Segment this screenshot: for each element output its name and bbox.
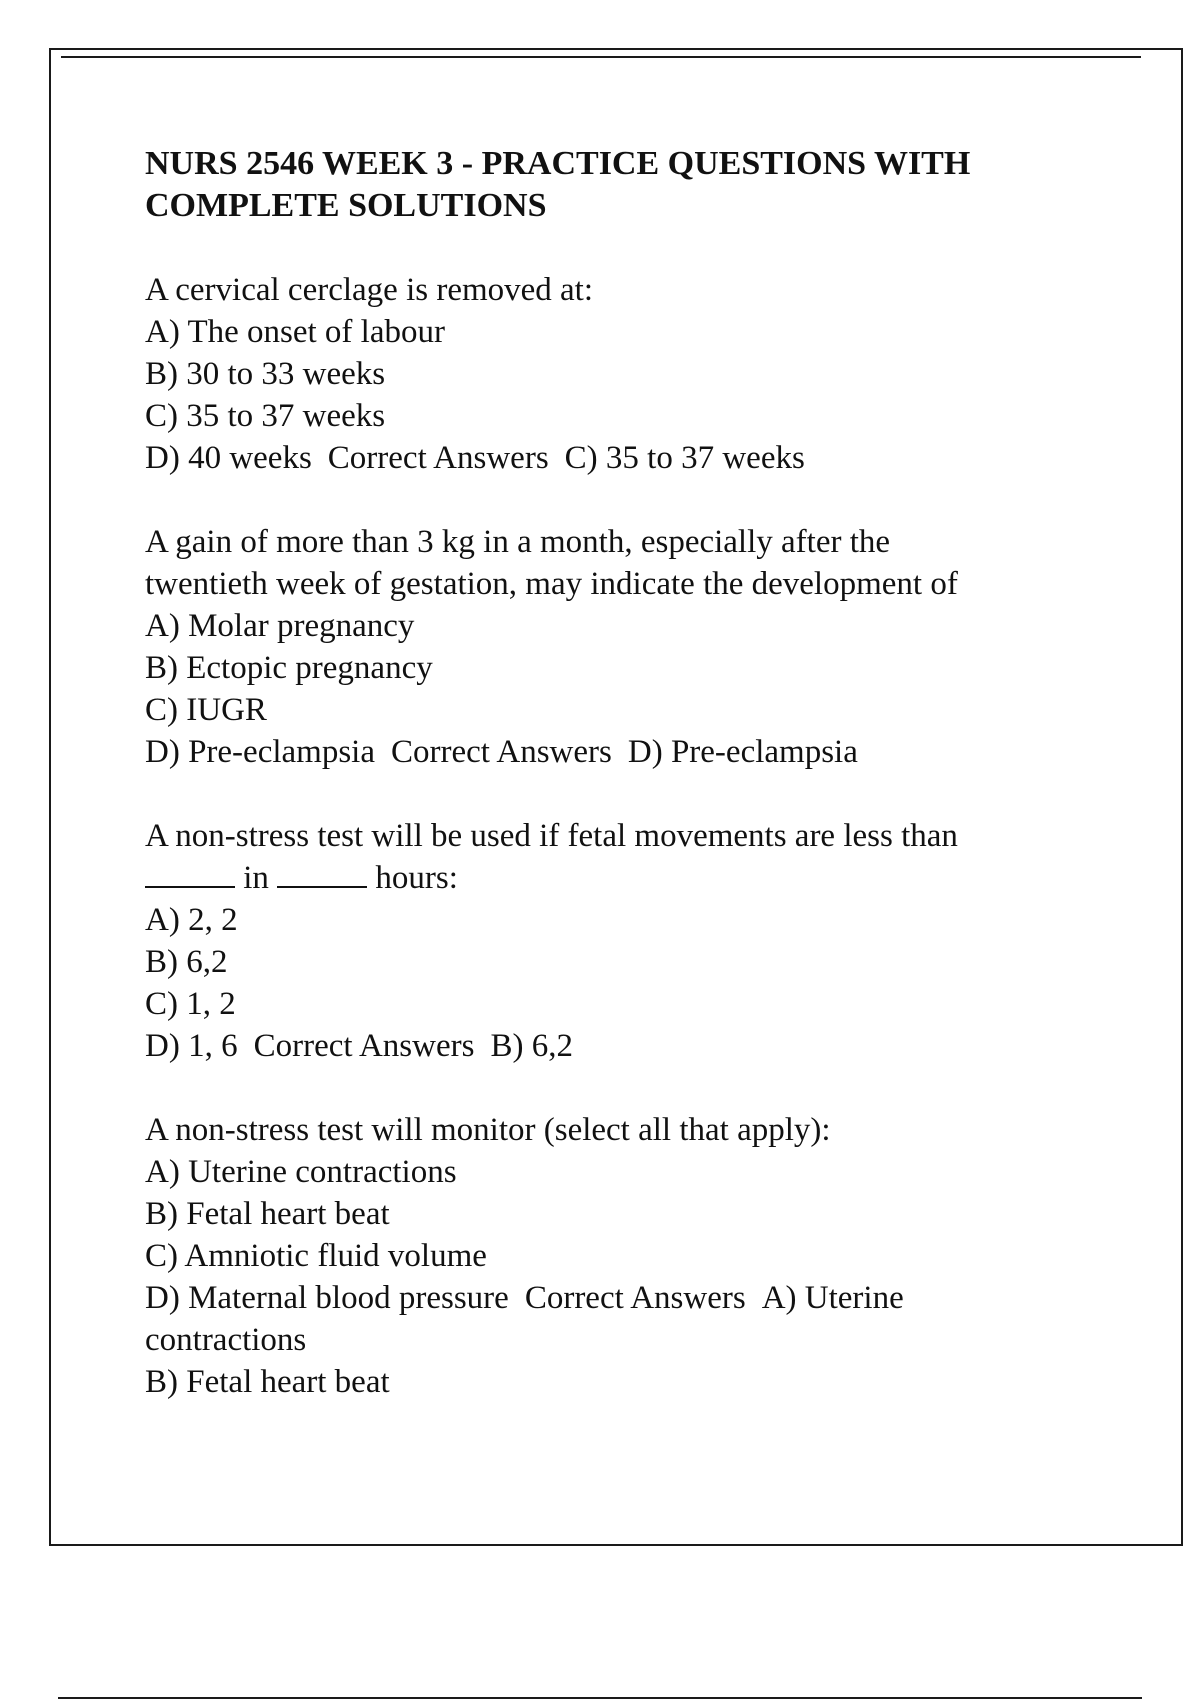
option-a: A) 2, 2	[145, 902, 238, 938]
stem-in: in	[243, 860, 269, 896]
document-body	[145, 143, 1085, 1445]
option-b: B) Fetal heart beat	[145, 1196, 390, 1232]
question-2	[145, 521, 1085, 773]
option-c: C) 1, 2	[145, 986, 236, 1022]
fill-blank	[277, 862, 367, 888]
option-d-with-answer	[145, 1277, 1085, 1319]
question-stem: A non-stress test will monitor (select all that apply):	[145, 1112, 831, 1148]
question-1	[145, 269, 1085, 479]
answer-label: Correct Answers	[253, 1028, 475, 1064]
option-d-with-answer	[145, 731, 1085, 773]
question-stem: A cervical cerclage is removed at:	[145, 272, 594, 308]
question-stem-line-1: A gain of more than 3 kg in a month, especially after the	[145, 524, 891, 560]
answer-text: C) 35 to 37 weeks	[564, 440, 805, 476]
option-a: A) The onset of labour	[145, 314, 445, 350]
answer-label: Correct Answers	[391, 734, 612, 770]
answer-label: Correct Answers	[524, 1280, 746, 1316]
option-a: A) Uterine contractions	[145, 1154, 457, 1190]
option-c: C) 35 to 37 weeks	[145, 398, 386, 434]
answer-label: Correct Answers	[327, 440, 549, 476]
option-d: D) Pre-eclampsia	[145, 734, 375, 770]
answer-text: B) 6,2	[490, 1028, 573, 1064]
answer-text: D) Pre-eclampsia	[627, 734, 858, 770]
answer-text-line-1: A) Uterine	[761, 1280, 904, 1316]
option-d: D) 40 weeks	[145, 440, 312, 476]
option-d-with-answer	[145, 437, 1085, 479]
fill-blank	[145, 862, 235, 888]
option-d-with-answer	[145, 1025, 1085, 1067]
answer-text-line-2: contractions	[145, 1322, 307, 1358]
option-a: A) Molar pregnancy	[145, 608, 415, 644]
option-c: C) IUGR	[145, 692, 267, 728]
question-stem-line-2	[145, 857, 1085, 899]
question-stem-line-1: A non-stress test will be used if fetal movements are less than	[145, 818, 958, 854]
footer-rule	[58, 1697, 1142, 1699]
document-title: NURS 2546 WEEK 3 - PRACTICE QUESTIONS WITH COMPLETE SOLUTIONS	[145, 145, 971, 224]
option-d: D) 1, 6	[145, 1028, 238, 1064]
option-b: B) 30 to 33 weeks	[145, 356, 386, 392]
top-rule	[61, 56, 1141, 58]
option-b: B) Ectopic pregnancy	[145, 650, 433, 686]
option-b: B) 6,2	[145, 944, 228, 980]
question-4	[145, 1109, 1085, 1403]
answer-text-line-3: B) Fetal heart beat	[145, 1364, 390, 1400]
question-3	[145, 815, 1085, 1067]
stem-hours: hours:	[375, 860, 458, 896]
question-stem-line-2: twentieth week of gestation, may indicate the development of	[145, 566, 958, 602]
option-d: D) Maternal blood pressure	[145, 1280, 509, 1316]
option-c: C) Amniotic fluid volume	[145, 1238, 487, 1274]
